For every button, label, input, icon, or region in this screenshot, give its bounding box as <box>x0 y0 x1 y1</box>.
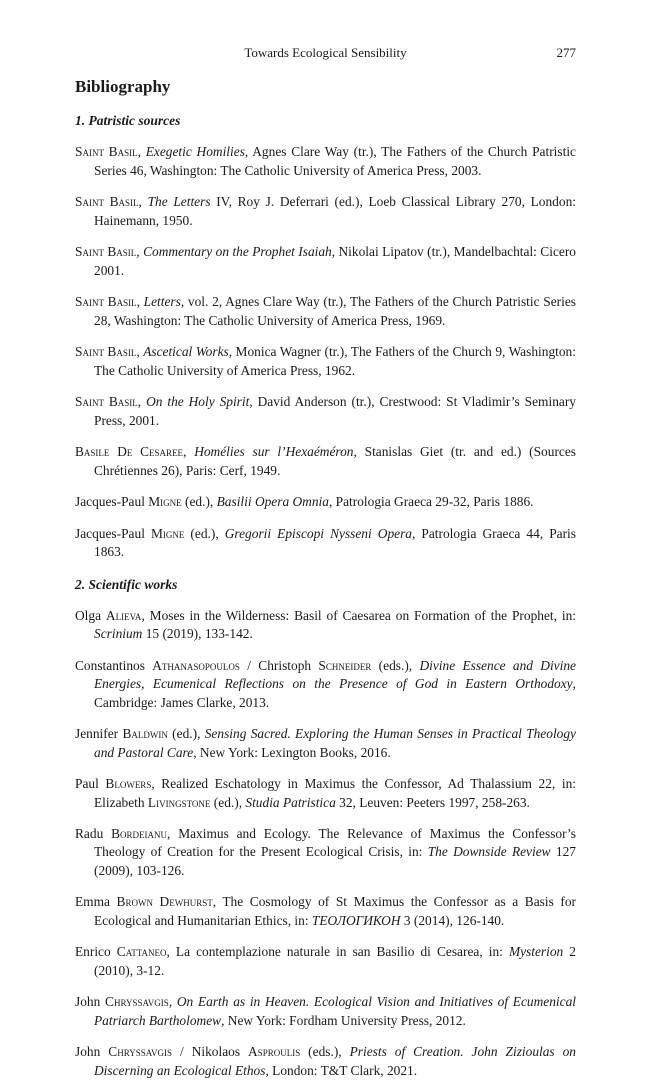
bibliography-entry <box>75 525 576 562</box>
section-heading: 2. Scientific works <box>75 576 178 592</box>
entry-text: , Stanislas Giet (tr. and ed.) (Sources Chrétiennes 26), Paris: Cerf, 1949. <box>94 444 577 478</box>
entry-text: 3 (2014), 126-140. <box>400 912 505 928</box>
entry-text: , La contemplazione naturale in san Basilio di Cesarea, in: <box>166 944 509 960</box>
section-heading: 1. Patristic sources <box>75 113 181 128</box>
entry-text: , Maximus and Ecology. The Relevance of Maximus the Confessor’s Theology of Creation for the Present Ecological Crisis, in: <box>94 826 576 860</box>
entry-text: Jennifer <box>75 726 123 742</box>
scientific-works-section <box>75 576 576 1080</box>
work-title: Basilii Opera Omnia <box>216 494 329 510</box>
work-title: Commentary on the Prophet Isaiah <box>143 244 332 260</box>
work-title: Letters <box>143 294 181 310</box>
author-name: Cattaneo <box>116 944 167 960</box>
work-title: Studia Patristica <box>245 794 336 810</box>
page-number: 277 <box>556 45 576 60</box>
entry-text: Jacques-Paul <box>75 494 149 510</box>
entry-text: / Christoph <box>239 657 319 673</box>
entry-list <box>75 143 576 561</box>
entry-text: 127 (2009), 103-126. <box>94 844 576 878</box>
entry-text: (eds.), <box>371 657 420 673</box>
entry-text: 32, Leuven: Peeters 1997, 258-263. <box>335 794 530 810</box>
author-name: Alieva <box>105 607 142 623</box>
entry-text: , <box>136 344 144 360</box>
entry-text: , London: T&T Clark, 2021. <box>265 1062 418 1078</box>
entry-text: , <box>183 444 195 460</box>
entry-text: , Monica Wagner (tr.), The Fathers of the Church 9, Washington: The Catholic University of America Press, 1962. <box>94 344 576 378</box>
work-title: Scrinium <box>94 626 143 642</box>
bibliography-entry <box>75 143 576 180</box>
entry-text: , David Anderson (tr.), Crestwood: St Vladimir’s Seminary Press, 2001. <box>94 394 576 428</box>
page-content <box>75 76 576 1082</box>
entry-text: Jacques-Paul <box>75 525 151 541</box>
work-title: Divine Essence and Divine Energies, Ecumenical Reflections on the Presence of God in Eastern Orthodoxy <box>94 657 576 692</box>
entry-text: , <box>136 294 144 310</box>
bibliography-entry <box>75 775 576 812</box>
entry-text: , Patrologia Graeca 44, Paris 1863. <box>94 525 576 560</box>
bibliography-entry <box>75 293 576 330</box>
entry-text: (ed.), <box>181 494 217 510</box>
author-name: Saint Basil <box>75 244 137 260</box>
work-title: ТЕОЛОГИКОН <box>311 912 401 928</box>
entry-text: Constantinos <box>75 657 153 673</box>
entry-text: , New York: Fordham University Press, 2012. <box>221 1012 466 1028</box>
author-name: Baldwin <box>122 726 168 742</box>
author-name: Saint Basil <box>75 194 139 210</box>
work-title: Priests of Creation. John Zizioulas on Discerning an Ecological Ethos <box>94 1044 576 1078</box>
bibliography-entry <box>75 193 576 230</box>
entry-text: , vol. 2, Agnes Clare Way (tr.), The Fathers of the Church Patristic Series 28, Washington: The Catholic University of America Press, 1969. <box>94 294 576 328</box>
entry-text: , <box>168 994 177 1010</box>
entry-text: , Patrologia Graeca 29-32, Paris 1886. <box>328 494 534 510</box>
bibliography-entry <box>75 493 576 511</box>
work-title: On the Holy Spirit <box>146 394 250 410</box>
entry-text: Radu <box>75 826 112 842</box>
page-title: Bibliography <box>75 77 171 96</box>
author-name: Saint Basil <box>75 144 138 160</box>
entry-text: , New York: Lexington Books, 2016. <box>193 744 391 760</box>
author-name: Livingstone <box>147 794 211 810</box>
entry-text: / Nikolaos <box>172 1044 249 1060</box>
entry-text: , <box>137 144 146 160</box>
author-name: Migne <box>150 525 185 541</box>
entry-text: , <box>137 394 147 410</box>
bibliography-entry <box>75 607 576 644</box>
bibliography-entry <box>75 657 576 712</box>
entry-text: , Agnes Clare Way (tr.), The Fathers of the Church Patristic Series 46, Washington: The Catholic University of America Press, 2003. <box>94 144 576 178</box>
bibliography-entry <box>75 943 576 980</box>
author-name: Saint Basil <box>75 394 138 410</box>
entry-text: Olga <box>75 607 106 623</box>
author-name: Bordeianu <box>111 826 168 842</box>
bibliography-entry <box>75 993 576 1030</box>
author-name: Saint Basil <box>75 344 137 360</box>
entry-text: , Moses in the Wilderness: Basil of Caesarea on Formation of the Prophet, in: <box>141 607 576 623</box>
running-title: Towards Ecological Sensibility <box>244 45 407 60</box>
bibliography-entry <box>75 443 576 480</box>
author-name: Migne <box>148 494 182 510</box>
entry-text: Emma <box>75 894 117 910</box>
bibliography-entry <box>75 825 576 880</box>
author-name: Chryssavgis <box>105 994 169 1010</box>
entry-text: Paul <box>75 776 106 792</box>
author-name: Blowers <box>105 776 152 792</box>
bibliography-entry <box>75 1043 576 1080</box>
bibliography-entry <box>75 725 576 762</box>
entry-text: (ed.), <box>167 726 205 742</box>
entry-text: 2 (2010), 3-12. <box>94 944 577 978</box>
author-name: Saint Basil <box>75 294 137 310</box>
work-title: The Downside Review <box>427 844 551 860</box>
entry-text: Enrico <box>75 944 117 960</box>
work-title: The Letters <box>147 194 211 210</box>
entry-text: , <box>138 194 148 210</box>
entry-text: , Cambridge: James Clarke, 2013. <box>94 676 576 710</box>
entry-text: , <box>136 244 144 260</box>
work-title: Mysterion <box>508 944 564 960</box>
author-name: Basile De Cesaree <box>75 444 184 460</box>
entry-text: (eds.), <box>300 1044 350 1060</box>
entry-text: 15 (2019), 133-142. <box>142 626 253 642</box>
author-name: Asproulis <box>248 1044 301 1060</box>
entry-list <box>75 607 576 1080</box>
bibliography-entry <box>75 343 576 380</box>
patristic-sources-section <box>75 112 576 562</box>
running-head <box>75 45 576 63</box>
author-name: Athanasopoulos <box>152 657 240 673</box>
author-name: Brown Dewhurst <box>116 894 213 910</box>
entry-text: John <box>75 1044 109 1060</box>
bibliography-entry <box>75 243 576 280</box>
author-name: Schneider <box>318 657 372 673</box>
work-title: Ascetical Works <box>143 344 229 360</box>
bibliography-entry <box>75 393 576 430</box>
entry-text: (ed.), <box>210 794 246 810</box>
entry-text: , Realized Eschatology in Maximus the Confessor, Ad Thalassium 22, in: Elizabeth <box>94 776 576 810</box>
entry-text: , The Cosmology of St Maximus the Confessor as a Basis for Ecological and Humanitarian Ethics, in: <box>94 894 576 928</box>
entry-text: IV, Roy J. Deferrari (ed.), Loeb Classical Library 270, London: Hainemann, 1950. <box>94 194 576 228</box>
author-name: Chryssavgis <box>108 1044 173 1060</box>
entry-text: (ed.), <box>184 525 225 541</box>
entry-text: , Nikolai Lipatov (tr.), Mandelbachtal: Cicero 2001. <box>94 244 576 278</box>
work-title: Homélies sur l’Hexaéméron <box>194 444 354 460</box>
work-title: Gregorii Episcopi Nysseni Opera <box>224 525 412 541</box>
work-title: Sensing Sacred. Exploring the Human Senses in Practical Theology and Pastoral Care <box>94 726 576 760</box>
work-title: Exegetic Homilies <box>145 144 245 160</box>
bibliography-entry <box>75 893 576 930</box>
work-title: On Earth as in Heaven. Ecological Vision and Initiatives of Ecumenical Patriarch Bartholomew <box>94 994 576 1028</box>
entry-text: John <box>75 994 106 1010</box>
